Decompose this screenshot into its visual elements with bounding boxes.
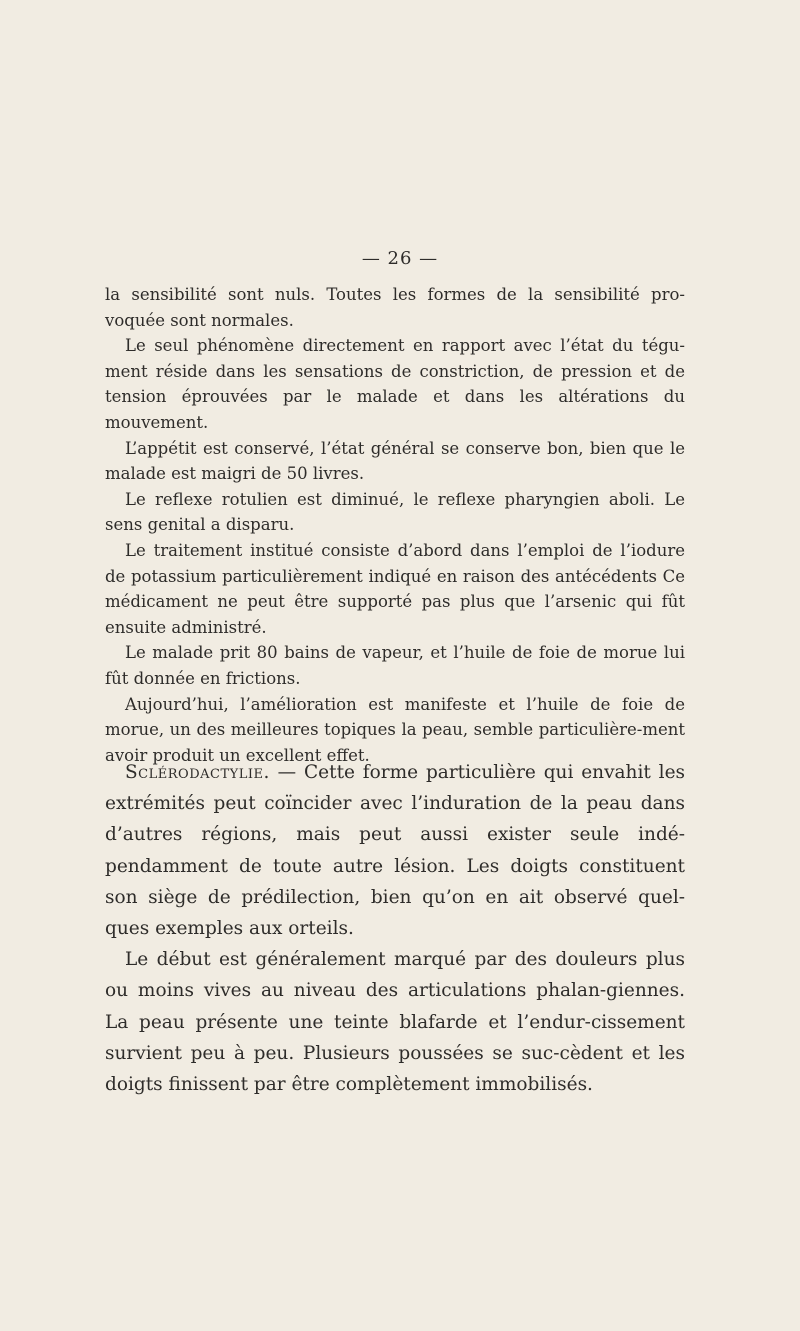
paragraph-debut: Le début est généralement marqué par des douleurs plus ou moins vives au niveau des articulations phalan-giennes. La peau présente une teinte blafarde et l’endur-cissement survient peu à peu. Plusieurs poussées se suc-cèdent et les doigts finissent par être complètement immobilisés.: [105, 949, 685, 1096]
paragraph-sensibility: la sensibilité sont nuls. Toutes les formes de la sensibilité pro-voquée sont normales.: [105, 285, 685, 330]
heading-dash: —: [269, 762, 305, 783]
paragraph-tegument: Le seul phénomène directement en rapport avec l’état du tégu-ment réside dans les sensations de constriction, de pression et de tension éprouvées par le malade et dans les altérations du mouvement.: [105, 336, 685, 432]
paragraph-sclerodactylie-intro: [105, 757, 685, 944]
page-number: — 26 —: [361, 248, 439, 269]
section-heading: Sclérodactylie.: [125, 762, 270, 783]
paragraph-reflexes: Le reflexe rotulien est diminué, le reflexe pharyngien aboli. Le sens genital a disparu.: [105, 489, 685, 535]
paragraph-appetite: L’appétit est conservé, l’état général se conserve bon, bien que le malade est maigri de 50 livres.: [105, 438, 685, 484]
case-report-text: [105, 282, 685, 768]
paragraph-treatment: Le traitement institué consiste d’abord dans l’emploi de l’iodure de potassium particulièrement indiqué en raison des antécédents Ce médicament ne peut être supporté pas plus que l’arsenic qui fût ensuite administré.: [105, 540, 685, 637]
sclerodactylie-section: [105, 757, 685, 1100]
paragraph-improvement: Aujourd’hui, l’amélioration est manifeste et l’huile de foie de morue, un des meilleures topiques la peau, semble particulière-ment avoir produit un excellent effet.: [105, 694, 685, 765]
paragraph-baths: Le malade prit 80 bains de vapeur, et l’huile de foie de morue lui fût donnée en frictions.: [105, 643, 685, 688]
intro-text: Cette forme particulière qui envahit les extrémités peut coïncider avec l’induration de la peau dans d’autres régions, mais peut aussi exister seule indé-pendamment de toute autre lésion. Les doigts constituent son siège de prédilection, bien qu’on en ait observé quel-ques exemples aux orteils.: [105, 762, 686, 940]
